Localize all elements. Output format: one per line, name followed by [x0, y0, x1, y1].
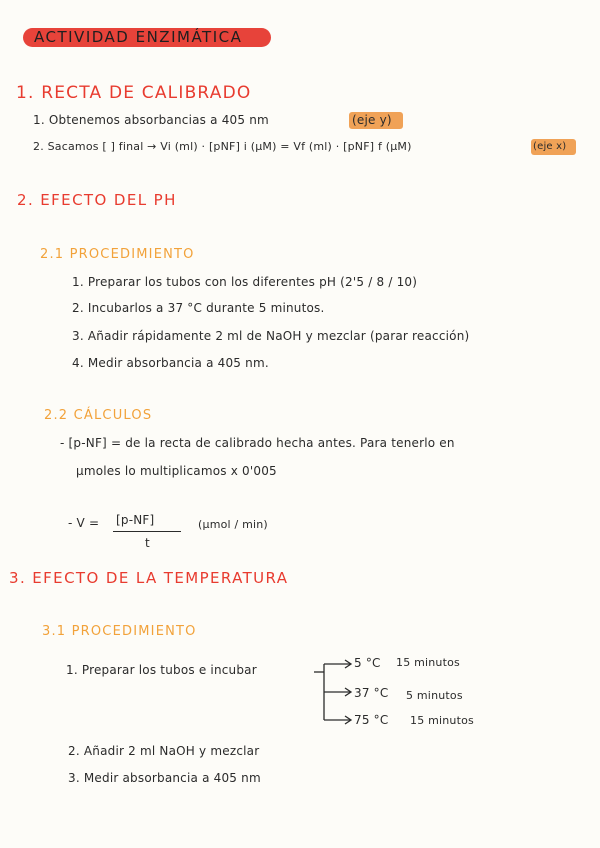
- section2-heading: 2. EFECTO DEL PH: [17, 191, 177, 209]
- formula-numerator: [p-NF]: [116, 513, 155, 527]
- branch-temp-2: 37 °C: [354, 686, 389, 700]
- eje-x-tag: (eje x): [533, 141, 567, 152]
- branch-time-3: 15 minutos: [410, 714, 474, 727]
- calc-line1: - [p-NF] = de la recta de calibrado hecha antes. Para tenerlo en: [60, 436, 455, 450]
- formula-prefix: - V =: [68, 516, 100, 530]
- section3-heading: 3. EFECTO DE LA TEMPERATURA: [9, 569, 289, 587]
- section2-1-step4: 4. Medir absorbancia a 405 nm.: [72, 356, 269, 370]
- branch-time-2: 5 minutos: [406, 689, 463, 702]
- calc-line2: μmoles lo multiplicamos x 0'005: [76, 464, 277, 478]
- section1-step2: 2. Sacamos [ ] final → Vi (ml) · [pNF] i (μM) = Vf (ml) · [pNF] f (μM): [33, 140, 412, 153]
- section3-1-step2: 2. Añadir 2 ml NaOH y mezclar: [68, 744, 260, 758]
- section3-1-heading: 3.1 PROCEDIMIENTO: [42, 624, 197, 639]
- formula-units: (μmol / min): [198, 518, 268, 531]
- section2-1-step1: 1. Preparar los tubos con los diferentes pH (2'5 / 8 / 10): [72, 275, 418, 289]
- eje-y-tag: (eje y): [352, 113, 392, 127]
- section2-1-heading: 2.1 PROCEDIMIENTO: [40, 247, 195, 262]
- section2-1-step2: 2. Incubarlos a 37 °C durante 5 minutos.: [72, 301, 325, 315]
- section2-1-step3: 3. Añadir rápidamente 2 ml de NaOH y mezclar (parar reacción): [72, 329, 470, 343]
- branch-temp-3: 75 °C: [354, 713, 389, 727]
- section3-1-step3: 3. Medir absorbancia a 405 nm: [68, 771, 261, 785]
- fraction-bar: [113, 531, 181, 532]
- branch-time-1: 15 minutos: [396, 656, 460, 669]
- page-title: ACTIVIDAD ENZIMÁTICA: [34, 28, 243, 46]
- section1-step1: 1. Obtenemos absorbancias a 405 nm: [33, 113, 269, 127]
- section3-1-step1: 1. Preparar los tubos e incubar: [66, 663, 257, 677]
- section2-2-heading: 2.2 CÁLCULOS: [44, 408, 153, 423]
- formula-denominator: t: [145, 536, 150, 550]
- section1-heading: 1. RECTA DE CALIBRADO: [16, 83, 252, 103]
- branch-temp-1: 5 °C: [354, 656, 381, 670]
